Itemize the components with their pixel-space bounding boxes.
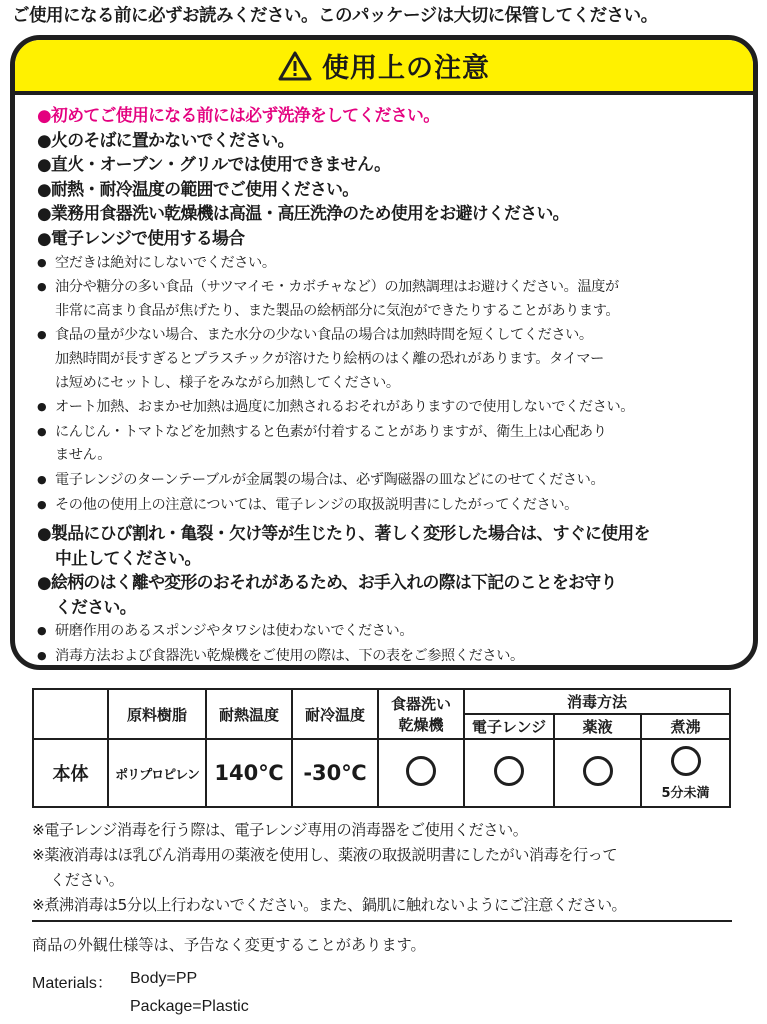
materials-label: Materials： — [32, 975, 113, 992]
bullet-icon: ● — [37, 497, 47, 511]
table-row — [33, 739, 730, 807]
cell-chemical — [554, 739, 641, 807]
microwave-item-cont: ません。 — [55, 447, 112, 464]
care-item: ● 研磨作用のあるスポンジやタワシは使わないでください。 — [37, 619, 753, 644]
caution-item-no-oven: ●直火・オーブン・グリルでは使用できません。 — [37, 154, 391, 175]
caution-item-care-cont: ください。 — [55, 596, 136, 617]
materials — [32, 970, 249, 1024]
cell-dishwasher — [378, 739, 464, 807]
microwave-item: ● 空だきは絶対にしないでください。 — [37, 251, 753, 276]
bullet-icon: ● — [37, 472, 47, 486]
header-disinfection: 消毒方法 — [464, 689, 730, 714]
care-item: ● 消毒方法および食器洗い乾燥機をご使用の際は、下の表をご参照ください。 — [37, 644, 753, 669]
header-cold: 耐冷温度 — [292, 689, 378, 739]
ok-circle-icon — [406, 756, 436, 786]
footnotes — [32, 818, 732, 922]
ok-circle-icon — [671, 746, 701, 776]
ok-circle-icon — [583, 756, 613, 786]
table-header-row — [33, 689, 730, 714]
footnote: ※電子レンジ消毒を行う際は、電子レンジ専用の消毒器をご使用ください。 — [32, 821, 528, 839]
caution-item-temp-range: ●耐熱・耐冷温度の範囲でご使用ください。 — [37, 178, 359, 199]
bullet-icon: ● — [37, 255, 47, 269]
caution-item-no-fire: ●火のそばに置かないでください。 — [37, 129, 294, 150]
header-chemical: 薬液 — [554, 714, 641, 739]
header-boiling: 煮沸 — [641, 714, 730, 739]
cell-cold: -30℃ — [292, 739, 378, 807]
warning-triangle-icon — [278, 50, 312, 82]
cell-microwave — [464, 739, 554, 807]
header-microwave: 電子レンジ — [464, 714, 554, 739]
materials-body: Body=PP — [130, 970, 198, 987]
header-resin: 原料樹脂 — [108, 689, 206, 739]
microwave-item: ● 油分や糖分の多い食品（サツマイモ・カボチャなど）の加熱調理はお避けください。温度が — [37, 275, 753, 300]
caution-item-wash-first: ●初めてご使用になる前には必ず洗浄をしてください。 — [37, 105, 440, 125]
microwave-item-cont: は短めにセットし、様子をみながら加熱してください。 — [55, 374, 400, 391]
spec-table — [32, 688, 731, 808]
microwave-item-cont: 加熱時間が長すぎるとプラスチックが溶けたり絵柄のはく離の恐れがあります。タイマー — [55, 350, 604, 367]
boiling-limit: 5分未満 — [661, 785, 710, 801]
caution-item-damage-cont: 中止してください。 — [55, 547, 201, 568]
footnote: ※薬液消毒はほ乳びん消毒用の薬液を使用し、薬液の取扱説明書にしたがい消毒を行って — [32, 846, 618, 864]
cell-resin: ポリプロピレン — [108, 739, 206, 807]
header-dishwasher: 食器洗い 乾燥機 — [378, 689, 464, 739]
caution-title: 使用上の注意 — [322, 53, 490, 84]
microwave-item: ● その他の使用上の注意については、電子レンジの取扱説明書にしたがってください。 — [37, 493, 753, 518]
bullet-icon: ● — [37, 649, 47, 663]
microwave-item: ● 食品の量が少ない場合、また水分の少ない食品の場合は加熱時間を短くしてください。 — [37, 323, 753, 348]
disclaimer: 商品の外観仕様等は、予告なく変更することがあります。 — [32, 936, 426, 954]
bullet-icon: ● — [37, 280, 47, 294]
table-corner-cell — [33, 689, 108, 739]
caution-header — [15, 40, 753, 95]
caution-item-damage: ●製品にひび割れ・亀裂・欠け等が生じたり、著しく変形した場合は、すぐに使用を — [37, 523, 650, 544]
caution-item-microwave-heading: ●電子レンジで使用する場合 — [37, 227, 245, 248]
caution-item-care: ●絵柄のはく離や変形のおそれがあるため、お手入れの際は下記のことをお守り — [37, 572, 617, 593]
header-heat: 耐熱温度 — [206, 689, 292, 739]
ok-circle-icon — [494, 756, 524, 786]
bullet-icon: ● — [37, 328, 47, 342]
footnote-cont: ください。 — [50, 871, 124, 889]
footnote: ※煮沸消毒は5分以上行わないでください。また、鍋肌に触れないようにご注意ください。 — [32, 893, 732, 922]
row-label: 本体 — [33, 739, 108, 807]
bullet-icon: ● — [37, 400, 47, 414]
caution-list — [15, 95, 753, 669]
microwave-item-cont: 非常に高まり食品が焦げたり、また製品の絵柄部分に気泡ができたりすることがあります。 — [55, 302, 620, 319]
microwave-item: ● オート加熱、おまかせ加熱は過度に加熱されるおそれがありますので使用しないでください。 — [37, 395, 753, 420]
bullet-icon: ● — [37, 624, 47, 638]
cell-heat: 140℃ — [206, 739, 292, 807]
microwave-item: ● にんじん・トマトなどを加熱すると色素が付着することがありますが、衛生上は心配あり — [37, 420, 753, 445]
bullet-icon: ● — [37, 424, 47, 438]
caution-item-no-commercial-dishwasher: ●業務用食器洗い乾燥機は高温・高圧洗浄のため使用をお避けください。 — [37, 203, 569, 224]
microwave-item: ● 電子レンジのターンテーブルが金属製の場合は、必ず陶磁器の皿などにのせてください。 — [37, 468, 753, 493]
top-note: ご使用になる前に必ずお読みください。このパッケージは大切に保管してください。 — [12, 6, 658, 26]
caution-box — [10, 35, 758, 670]
cell-boiling — [641, 739, 730, 807]
materials-package: Package=Plastic — [130, 998, 249, 1015]
